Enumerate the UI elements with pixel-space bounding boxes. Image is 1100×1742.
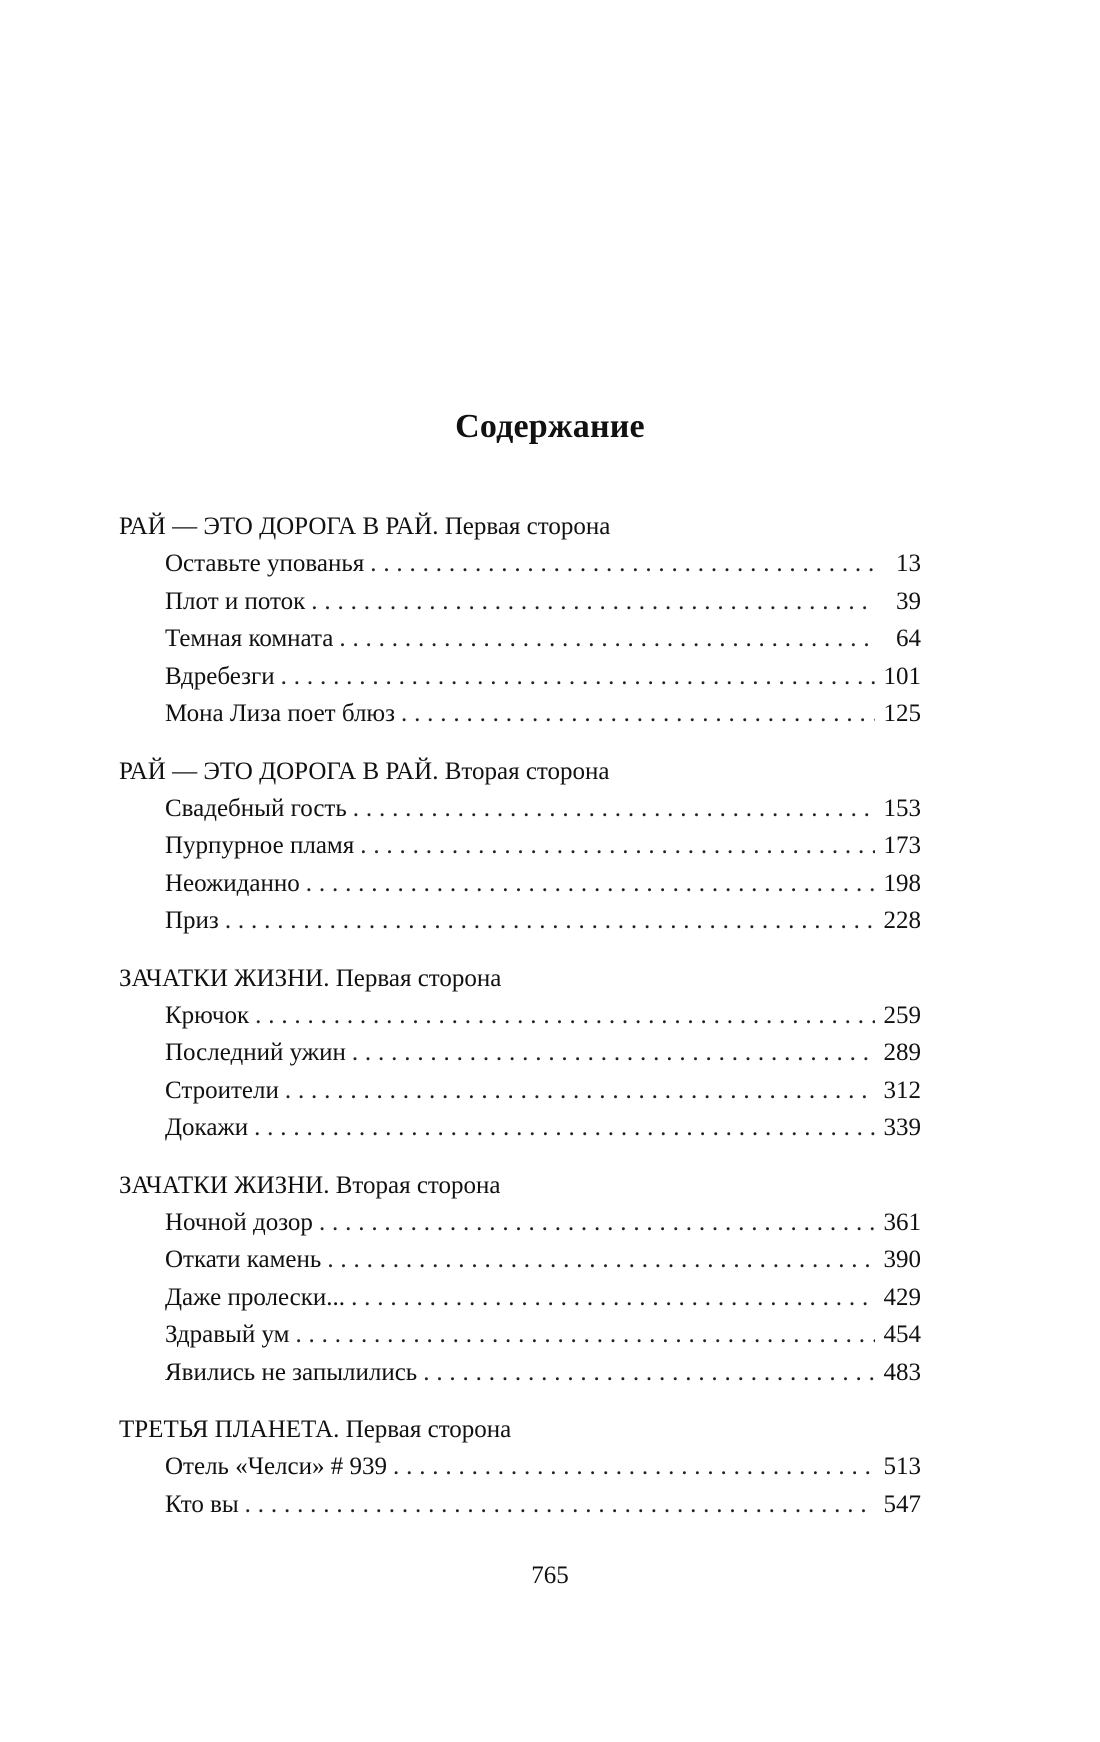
toc-entry-page: 289 [883,1039,921,1066]
toc-entry-title: Здравый ум [165,1321,290,1348]
toc-entry [165,1448,921,1486]
dot-leader [339,620,875,658]
toc-entry-title: Докажи [165,1114,249,1141]
dot-leader [351,1279,875,1317]
toc-section [119,960,919,1147]
toc-entry [165,1072,921,1110]
toc-entry [165,1354,921,1392]
toc-entry [165,1204,921,1242]
toc-entry-title: Вдребезги [165,662,275,690]
dot-leader [285,1072,875,1110]
toc-entry-page: 361 [883,1208,921,1236]
toc-entry-title: Даже пролески... [165,1283,346,1311]
toc-section [119,753,919,940]
dot-leader [370,545,875,583]
toc-entry-title: Отель «Челси» # 939 [165,1453,387,1480]
toc-entry-title: Пурпурное пламя [165,832,355,859]
toc-entry-page: 390 [883,1246,921,1273]
toc-section-title: РАЙ — ЭТО ДОРОГА В РАЙ. Вторая сторона [119,757,610,785]
toc-entry-page: 39 [896,587,921,615]
toc-entry-title: Строители [165,1076,279,1104]
toc-entry-page: 198 [883,869,921,897]
toc-entry-page: 125 [883,700,921,727]
toc-section [119,1167,919,1392]
toc-entry-list [119,997,919,1147]
toc-entry-title: Ночной дозор [165,1208,313,1236]
toc-entry [165,1034,921,1072]
toc-entry-page: 101 [883,662,921,690]
toc-entry-page: 454 [883,1321,921,1348]
toc-entry-title: Неожиданно [165,869,300,897]
toc-entry [165,997,921,1035]
toc-entry-title: Плот и поток [165,587,306,615]
toc-entry [165,695,921,733]
toc-entry-title: Темная комната [165,625,334,652]
dot-leader [306,865,875,903]
toc-entry-page: 64 [896,625,921,652]
toc-entry-title: Последний ужин [165,1039,346,1066]
dot-leader [353,790,875,828]
dot-leader [254,1109,875,1147]
toc-entry-list [119,790,919,940]
toc-entry-list [119,545,919,733]
toc-entry-page: 13 [896,550,921,577]
dot-leader [352,1034,875,1072]
toc-entry [165,827,921,865]
toc-entry-title: Откати камень [165,1246,322,1273]
toc-entry-list [119,1448,919,1523]
toc-entry [165,865,921,903]
toc-entry [165,545,921,583]
toc-entry-title: Приз [165,907,219,934]
toc-entry-page: 173 [883,832,921,859]
dot-leader [281,658,875,696]
dot-leader [319,1204,875,1242]
toc-entry [165,1486,921,1524]
toc-section [119,1411,919,1523]
toc-entry [165,620,921,658]
page-title: Содержание [455,408,645,445]
dot-leader [327,1241,875,1279]
toc-entry-page: 259 [883,1001,921,1029]
toc-entry-title: Крючок [165,1001,250,1029]
toc-entry-page: 339 [883,1114,921,1141]
dot-leader [393,1448,875,1486]
toc-entry-title: Явились не запылились [165,1358,418,1386]
toc-entry [165,1241,921,1279]
dot-leader [245,1486,875,1524]
toc-entry-title: Оставьте упованья [165,550,365,577]
dot-leader [311,583,875,621]
toc-entry [165,1109,921,1147]
toc-entry-page: 483 [883,1358,921,1386]
dot-leader [401,695,875,733]
toc-entry-page: 513 [883,1453,921,1480]
dot-leader [360,827,875,865]
toc-entry [165,583,921,621]
toc-entry-title: Свадебный гость [165,794,347,822]
toc-entry [165,1316,921,1354]
toc-section-title: ЗАЧАТКИ ЖИЗНИ. Вторая сторона [119,1171,501,1199]
toc-entry-title: Мона Лиза поет блюз [165,700,395,727]
toc-section-title: ЗАЧАТКИ ЖИЗНИ. Первая сторона [119,964,502,992]
toc-entry-page: 429 [883,1283,921,1311]
table-of-contents [119,508,919,1543]
toc-section-title: РАЙ — ЭТО ДОРОГА В РАЙ. Первая сторона [119,513,611,540]
dot-leader [255,997,875,1035]
toc-entry [165,902,921,940]
toc-entry [165,790,921,828]
toc-section [119,508,919,733]
toc-entry-page: 228 [883,907,921,934]
toc-entry [165,1279,921,1317]
toc-entry [165,658,921,696]
dot-leader [423,1354,875,1392]
toc-section-title: ТРЕТЬЯ ПЛАНЕТА. Первая сторона [119,1416,512,1443]
toc-entry-page: 547 [883,1490,921,1518]
dot-leader [225,902,875,940]
toc-entry-title: Кто вы [165,1490,239,1518]
toc-entry-page: 312 [883,1076,921,1104]
toc-entry-list [119,1204,919,1392]
toc-entry-page: 153 [883,794,921,822]
page-number: 765 [531,1562,569,1589]
dot-leader [295,1316,875,1354]
